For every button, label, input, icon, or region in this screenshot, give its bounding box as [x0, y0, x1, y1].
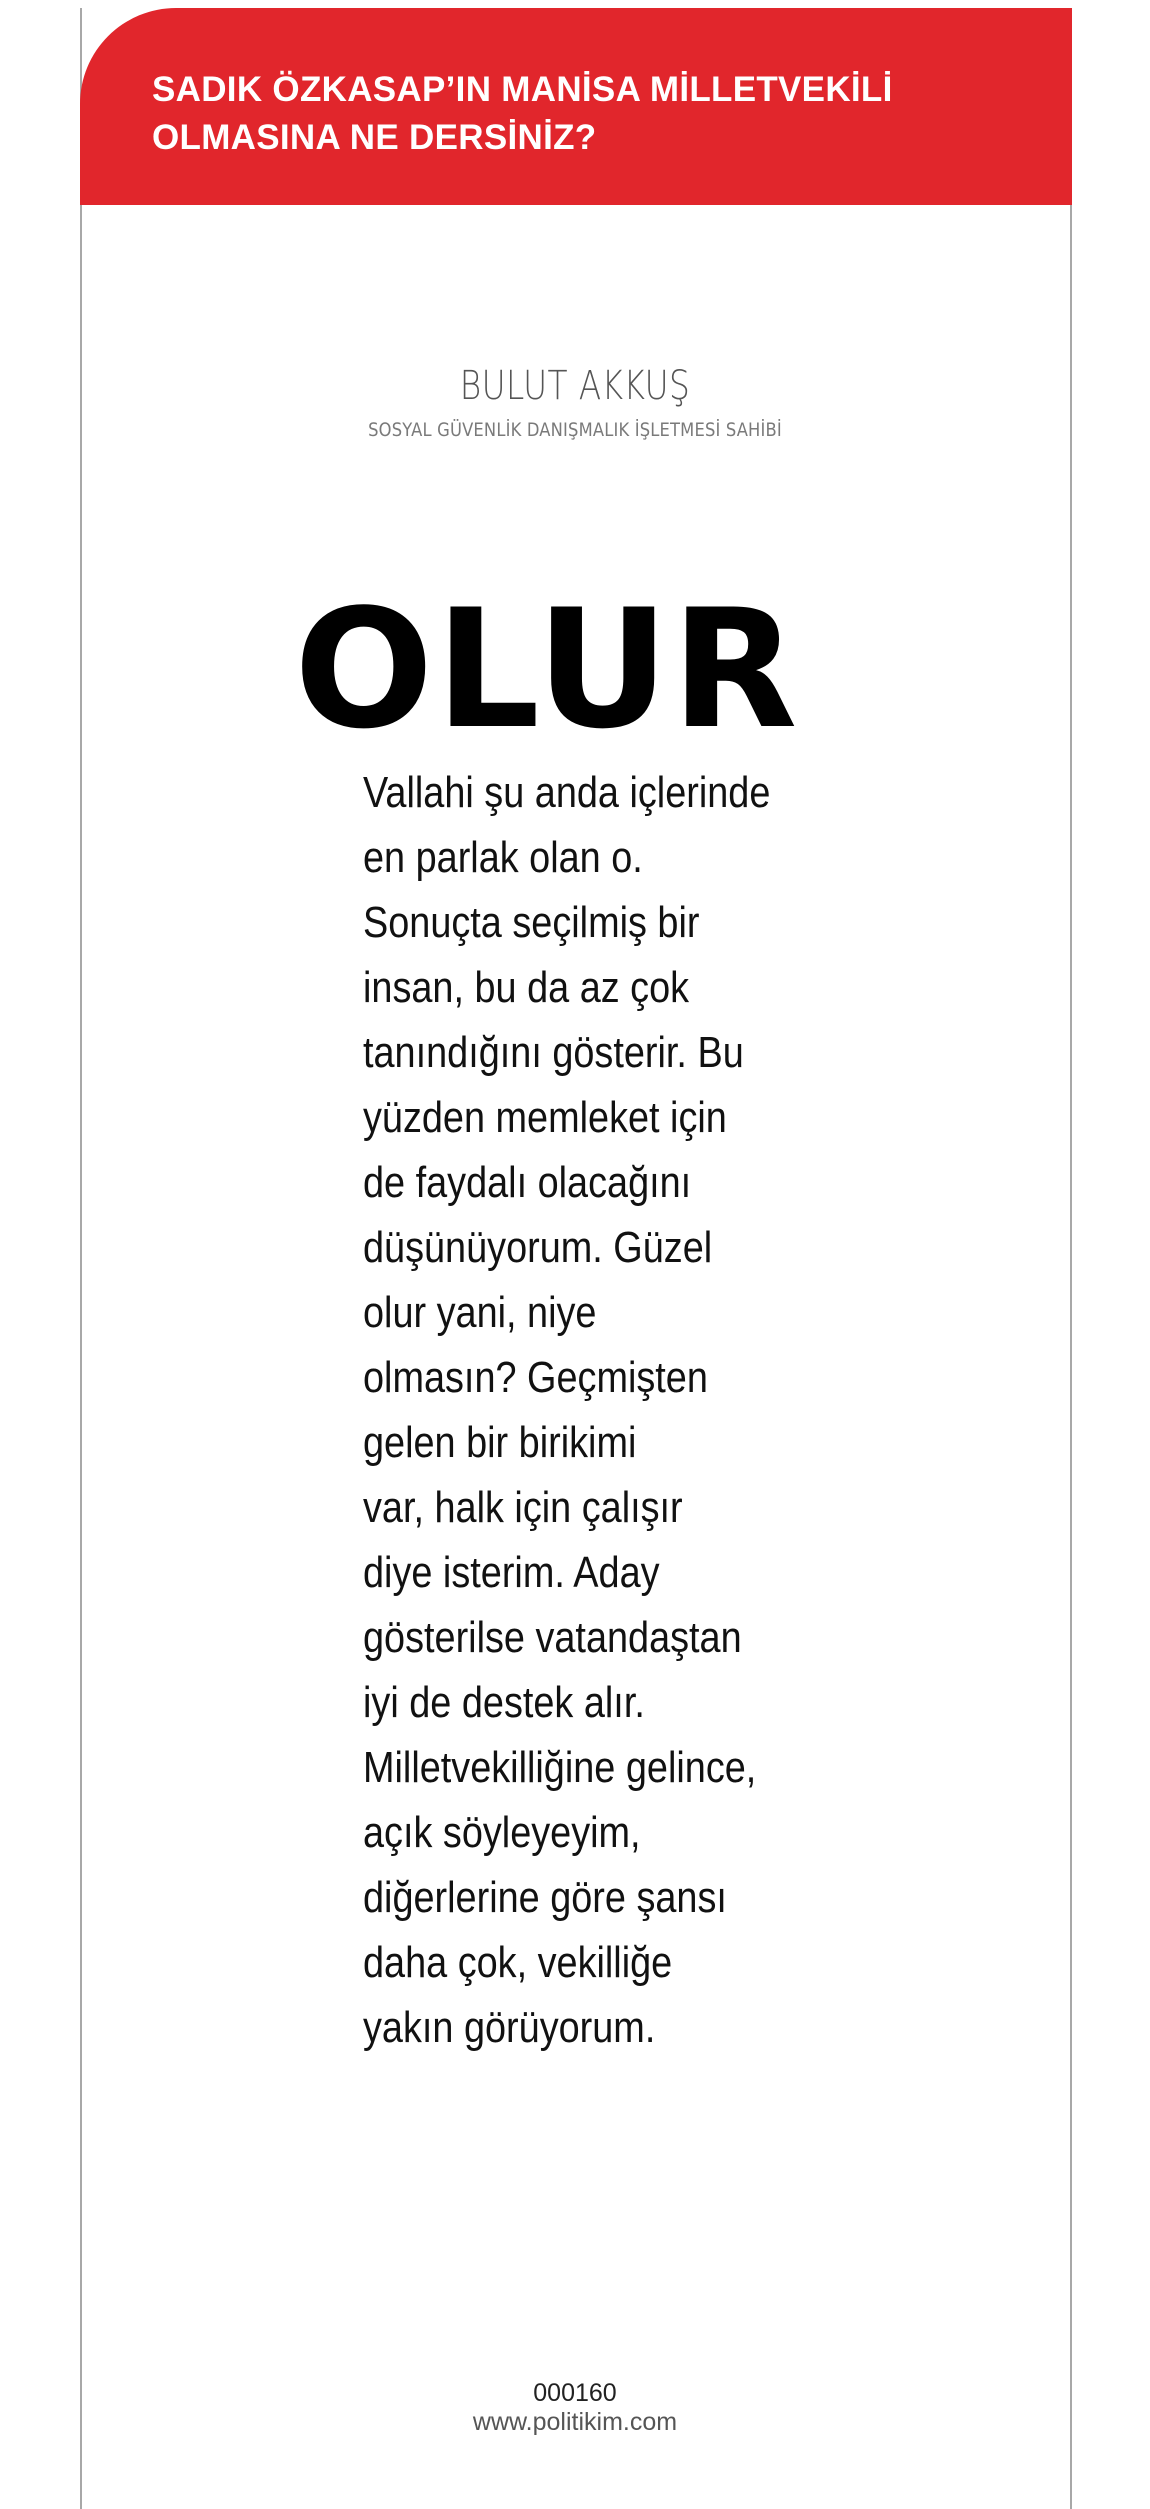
item-code: 000160 [533, 2379, 617, 2407]
respondent-name: BULUT AKKUŞ [459, 363, 691, 409]
quote-line: Milletvekilliğine gelince, [363, 1743, 757, 1792]
quote-line: tanındığını gösterir. Bu [363, 1028, 744, 1077]
quote-line: yakın görüyorum. [363, 2003, 656, 2052]
answer-headline: OLUR [294, 574, 800, 765]
website-link[interactable]: www.politikim.com [472, 2408, 678, 2436]
quote-line: iyi de destek alır. [363, 1678, 645, 1727]
question-title-line-1: SADIK ÖZKASAP’IN MANİSA MİLLETVEKİLİ [152, 70, 893, 109]
quote-line: de faydalı olacağını [363, 1158, 692, 1207]
quote-line: en parlak olan o. [363, 833, 643, 882]
quote-line: Sonuçta seçilmiş bir [363, 898, 700, 947]
quote-line: diye isterim. Aday [363, 1548, 660, 1597]
quote-line: Vallahi şu anda içlerinde [363, 768, 771, 817]
question-title [152, 66, 952, 162]
quote-line: olur yani, niye [363, 1288, 597, 1337]
answer-quote [363, 760, 837, 2060]
quote-line: olmasın? Geçmişten [363, 1353, 708, 1402]
question-title-line-2: OLMASINA NE DERSİNİZ? [152, 118, 597, 157]
quote-line: daha çok, vekilliğe [363, 1938, 673, 1987]
quote-line: diğerlerine göre şansı [363, 1873, 727, 1922]
question-banner [80, 8, 1072, 205]
respondent-occupation: SOSYAL GÜVENLİK DANIŞMALIK İŞLETMESİ SAHİBİ [368, 419, 782, 441]
quote-line: açık söyleyeyim, [363, 1808, 641, 1857]
quote-line: yüzden memleket için [363, 1093, 727, 1142]
quote-line: gösterilse vatandaştan [363, 1613, 742, 1662]
quote-line: insan, bu da az çok [363, 963, 690, 1012]
quote-line: düşünüyorum. Güzel [363, 1223, 713, 1272]
quote-line: var, halk için çalışır [363, 1483, 683, 1532]
quote-line: gelen bir birikimi [363, 1418, 637, 1467]
